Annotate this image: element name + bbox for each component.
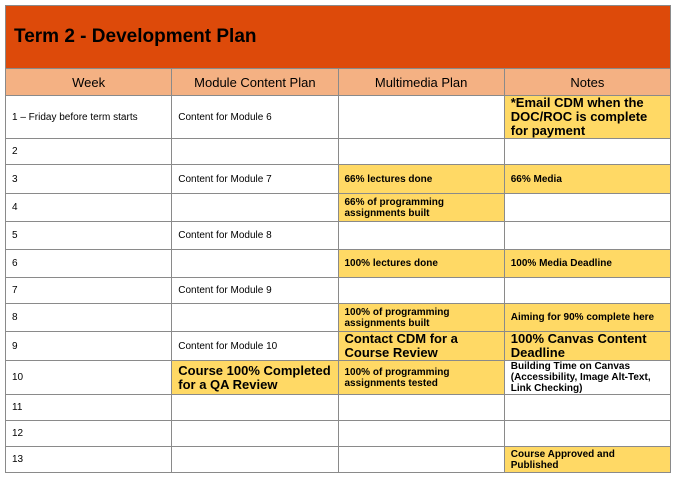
notes-cell[interactable]: Aiming for 90% complete here [504,304,670,332]
module-cell[interactable]: Content for Module 6 [172,96,338,139]
header-notes[interactable]: Notes [504,69,670,96]
multimedia-cell[interactable] [338,96,504,139]
notes-cell[interactable]: 100% Canvas Content Deadline [504,332,670,361]
notes-cell[interactable]: Building Time on Canvas (Accessibility, Image Alt-Text, Link Checking) [504,361,670,395]
notes-cell[interactable]: *Email CDM when the DOC/ROC is complete for payment [504,96,670,139]
notes-cell[interactable]: Course Approved and Published [504,447,670,473]
multimedia-cell[interactable]: 100% of programming assignments tested [338,361,504,395]
week-cell[interactable]: 1 – Friday before term starts [6,96,172,139]
module-cell[interactable] [172,447,338,473]
multimedia-cell[interactable] [338,139,504,165]
sheet-title[interactable]: Term 2 - Development Plan [6,6,671,69]
header-multimedia-plan[interactable]: Multimedia Plan [338,69,504,96]
multimedia-cell[interactable]: 66% of programming assignments built [338,194,504,222]
table-row [6,222,671,250]
module-cell[interactable] [172,421,338,447]
multimedia-cell[interactable] [338,278,504,304]
notes-cell[interactable] [504,395,670,421]
module-cell[interactable] [172,395,338,421]
multimedia-cell[interactable] [338,421,504,447]
multimedia-cell[interactable]: 100% of programming assignments built [338,304,504,332]
development-plan-sheet [5,5,671,473]
week-cell[interactable]: 6 [6,250,172,278]
module-cell[interactable]: Course 100% Completed for a QA Review [172,361,338,395]
development-plan-table [5,5,671,473]
week-cell[interactable]: 4 [6,194,172,222]
title-row [6,6,671,69]
table-row [6,96,671,139]
table-row [6,165,671,194]
multimedia-cell[interactable] [338,395,504,421]
multimedia-cell[interactable] [338,222,504,250]
table-row [6,447,671,473]
week-cell[interactable]: 11 [6,395,172,421]
notes-cell[interactable] [504,139,670,165]
table-row [6,139,671,165]
table-row [6,421,671,447]
header-module-content-plan[interactable]: Module Content Plan [172,69,338,96]
multimedia-cell[interactable]: Contact CDM for a Course Review [338,332,504,361]
table-row [6,250,671,278]
module-cell[interactable] [172,194,338,222]
multimedia-cell[interactable]: 100% lectures done [338,250,504,278]
module-cell[interactable] [172,139,338,165]
header-row [6,69,671,96]
module-cell[interactable] [172,304,338,332]
module-cell[interactable]: Content for Module 10 [172,332,338,361]
notes-cell[interactable]: 100% Media Deadline [504,250,670,278]
week-cell[interactable]: 13 [6,447,172,473]
header-week[interactable]: Week [6,69,172,96]
week-cell[interactable]: 9 [6,332,172,361]
week-cell[interactable]: 5 [6,222,172,250]
table-row [6,361,671,395]
table-row [6,194,671,222]
module-cell[interactable]: Content for Module 7 [172,165,338,194]
week-cell[interactable]: 3 [6,165,172,194]
table-row [6,278,671,304]
week-cell[interactable]: 8 [6,304,172,332]
notes-cell[interactable] [504,222,670,250]
week-cell[interactable]: 2 [6,139,172,165]
week-cell[interactable]: 10 [6,361,172,395]
module-cell[interactable]: Content for Module 9 [172,278,338,304]
multimedia-cell[interactable] [338,447,504,473]
notes-cell[interactable] [504,421,670,447]
module-cell[interactable]: Content for Module 8 [172,222,338,250]
table-row [6,395,671,421]
notes-cell[interactable] [504,278,670,304]
notes-cell[interactable] [504,194,670,222]
multimedia-cell[interactable]: 66% lectures done [338,165,504,194]
notes-cell[interactable]: 66% Media [504,165,670,194]
week-cell[interactable]: 12 [6,421,172,447]
week-cell[interactable]: 7 [6,278,172,304]
table-row [6,304,671,332]
table-row [6,332,671,361]
module-cell[interactable] [172,250,338,278]
